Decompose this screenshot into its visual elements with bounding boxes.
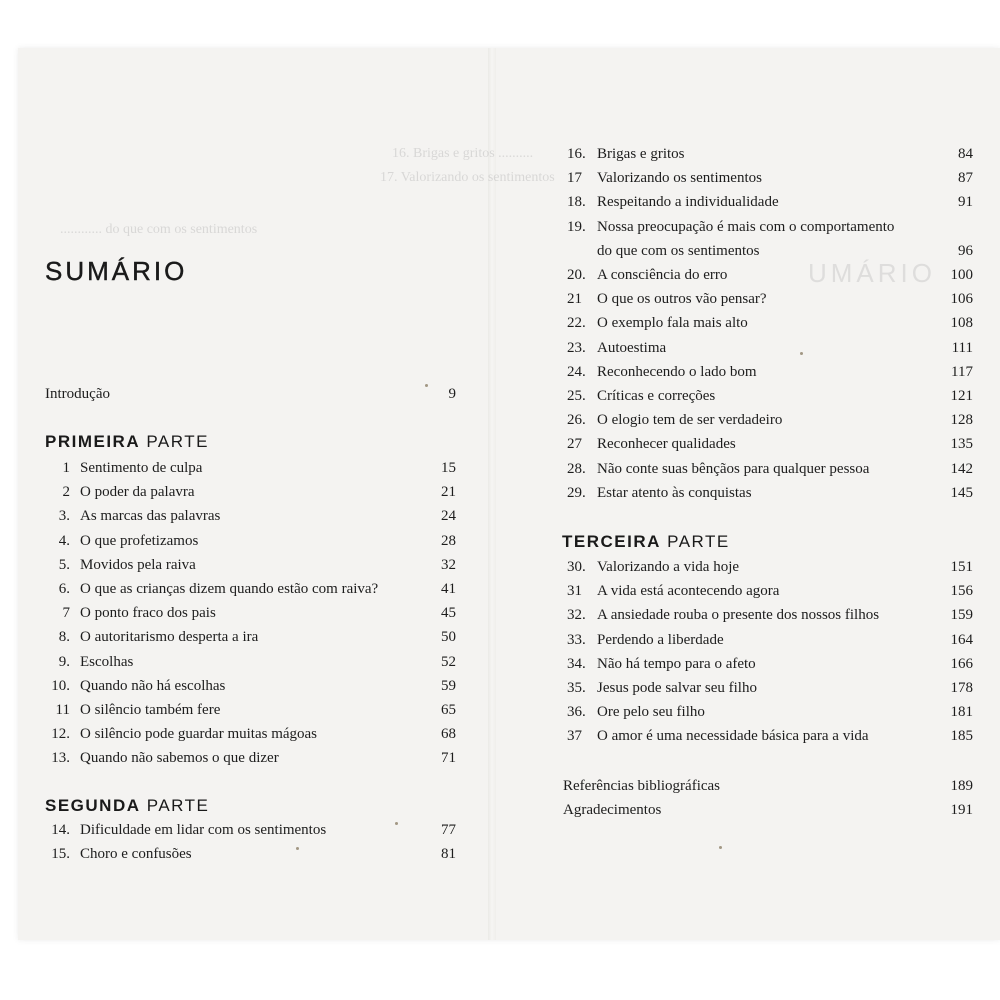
toc-label: As marcas das palavras <box>80 508 221 525</box>
toc-number: 8. <box>58 629 70 646</box>
toc-page-number: 71 <box>441 750 456 767</box>
show-through-text: ............ do que com os sentimentos <box>60 222 258 237</box>
toc-row <box>46 483 456 503</box>
toc-number: 30. <box>567 559 586 575</box>
toc-label: Movidos pela raiva <box>80 556 196 573</box>
toc-number: 36. <box>567 704 586 721</box>
toc-page-number: 15 <box>441 460 456 476</box>
toc-row <box>567 145 973 165</box>
toc-label: do que com os sentimentos <box>597 242 760 259</box>
toc-row <box>567 460 973 480</box>
toc-row <box>46 580 456 600</box>
toc-label: A ansiedade rouba o presente dos nossos filhos <box>597 607 880 624</box>
toc-page-number: 151 <box>950 559 973 575</box>
toc-label: A consciência do erro <box>597 267 728 283</box>
toc-label: Sentimento de culpa <box>80 460 203 476</box>
part-three-bold: TERCEIRA <box>562 532 661 551</box>
toc-number: 15. <box>51 846 70 862</box>
toc-label: Valorizando a vida hoje <box>597 559 740 575</box>
toc-label: Perdendo a liberdade <box>597 631 724 648</box>
show-through-text: 16. Brigas e gritos .......... <box>392 146 534 161</box>
toc-number: 14. <box>51 822 70 838</box>
toc-label: Escolhas <box>80 653 134 670</box>
toc-page-number: 117 <box>951 363 973 380</box>
toc-number: 35. <box>567 680 586 696</box>
toc-row <box>46 677 456 697</box>
toc-page-number: 28 <box>441 532 456 549</box>
toc-page-number: 91 <box>958 194 973 211</box>
part-two-bold: SEGUNDA <box>45 796 141 815</box>
toc-label: Brigas e gritos <box>597 146 685 162</box>
toc-row <box>46 653 456 673</box>
toc-row <box>46 556 456 576</box>
toc-page-number: 84 <box>958 146 973 162</box>
toc-number: 20. <box>567 267 586 283</box>
toc-page-number: 96 <box>958 242 973 259</box>
toc-number: 10. <box>51 677 70 694</box>
toc-number: 12. <box>51 726 70 743</box>
toc-label: Referências bibliográficas <box>563 778 721 794</box>
paper-speck <box>395 822 398 825</box>
toc-row <box>567 363 973 383</box>
toc-label: Críticas e correções <box>597 388 716 404</box>
toc-page-number: 87 <box>958 170 973 187</box>
toc-row <box>567 242 973 262</box>
toc-number: 11 <box>55 702 70 718</box>
toc-page-number: 121 <box>950 388 973 404</box>
toc-number: 17 <box>567 170 582 187</box>
toc-row <box>567 435 973 455</box>
toc-label: O amor é uma necessidade básica para a vida <box>597 728 869 745</box>
toc-number: 26. <box>567 412 586 429</box>
toc-row <box>567 703 973 723</box>
toc-label: Reconhecer qualidades <box>597 436 736 453</box>
toc-number: 24. <box>567 363 586 380</box>
toc-page-number: 178 <box>950 680 973 696</box>
toc-row <box>563 777 973 797</box>
toc-page-number: 68 <box>441 726 456 743</box>
toc-label: O autoritarismo desperta a ira <box>80 629 259 646</box>
part-two-heading <box>45 796 209 816</box>
toc-label: O que as crianças dizem quando estão com raiva? <box>80 581 379 597</box>
toc-page-number: 189 <box>950 778 973 794</box>
toc-page-number: 81 <box>441 846 456 862</box>
toc-page-number: 77 <box>441 822 456 838</box>
toc-number: 1 <box>62 460 70 476</box>
toc-row <box>46 701 456 721</box>
toc-label: Autoestima <box>597 339 667 356</box>
show-through-title: UMÁRIO <box>808 258 936 288</box>
toc-row <box>563 801 973 821</box>
toc-page-number: 128 <box>950 412 973 429</box>
paper-speck <box>800 352 803 355</box>
toc-number: 16. <box>567 146 586 162</box>
toc-number: 32. <box>567 607 586 624</box>
toc-row <box>567 582 973 602</box>
toc-row <box>46 845 456 865</box>
intro-label: Introdução <box>45 386 110 402</box>
toc-number: 2 <box>62 484 70 501</box>
toc-row <box>567 193 973 213</box>
toc-page-number: 32 <box>441 556 456 573</box>
toc-number: 19. <box>567 218 586 235</box>
toc-page-number: 185 <box>950 728 973 745</box>
toc-label: O exemplo fala mais alto <box>597 315 748 332</box>
toc-number: 31 <box>567 583 582 600</box>
toc-row <box>567 484 973 504</box>
toc-number: 7 <box>62 605 70 622</box>
toc-page-number: 159 <box>950 607 973 624</box>
toc-row <box>46 749 456 769</box>
toc-number: 28. <box>567 460 586 477</box>
toc-page-number: 145 <box>950 484 973 501</box>
toc-page-number: 106 <box>950 291 973 308</box>
toc-number: 33. <box>567 631 586 648</box>
toc-label: Respeitando a individualidade <box>597 194 779 211</box>
toc-number: 6. <box>58 581 70 597</box>
toc-page-number: 191 <box>950 802 973 818</box>
toc-number: 5. <box>58 556 70 573</box>
toc-page-number: 166 <box>950 655 973 672</box>
part-three-rest: PARTE <box>667 532 730 551</box>
toc-page-number: 41 <box>441 581 456 597</box>
toc-row <box>46 604 456 624</box>
part-one-heading <box>45 432 209 452</box>
toc-label: Valorizando os sentimentos <box>597 170 762 187</box>
toc-label: Quando não há escolhas <box>80 677 226 694</box>
toc-page-number: 111 <box>951 339 973 356</box>
toc-row <box>567 631 973 651</box>
toc-number: 25. <box>567 388 586 404</box>
toc-page-number: 164 <box>950 631 973 648</box>
toc-page-number: 24 <box>441 508 456 525</box>
toc-page-number: 181 <box>950 704 973 721</box>
part-two-rest: PARTE <box>146 796 210 815</box>
paper-speck <box>425 384 428 387</box>
toc-number: 23. <box>567 339 586 356</box>
toc-page-number: 50 <box>441 629 456 646</box>
part-one-rest: PARTE <box>146 432 209 451</box>
toc-label: Estar atento às conquistas <box>597 484 752 501</box>
paper-speck <box>296 847 299 850</box>
toc-label: O que profetizamos <box>80 532 199 549</box>
toc-row <box>567 314 973 334</box>
toc-label: O silêncio pode guardar muitas mágoas <box>80 726 318 743</box>
toc-label: O elogio tem de ser verdadeiro <box>597 412 783 429</box>
toc-label: O poder da palavra <box>80 484 195 501</box>
toc-number: 27 <box>567 436 582 453</box>
toc-row <box>567 655 973 675</box>
toc-row <box>567 679 973 699</box>
toc-page-number: 45 <box>441 605 456 622</box>
toc-page-number: 65 <box>441 702 456 718</box>
toc-label: Quando não sabemos o que dizer <box>80 750 279 767</box>
part-one-bold: PRIMEIRA <box>45 432 141 451</box>
toc-page-number: 59 <box>441 677 456 694</box>
toc-row <box>567 339 973 359</box>
show-through-text: 17. Valorizando os sentimentos <box>380 170 555 185</box>
toc-label: Não há tempo para o afeto <box>597 655 756 672</box>
toc-number: 4. <box>58 532 70 549</box>
toc-row <box>567 218 973 238</box>
toc-row <box>46 725 456 745</box>
toc-number: 18. <box>567 194 586 211</box>
paper-speck <box>719 846 722 849</box>
toc-number: 21 <box>567 291 582 308</box>
toc-label: O silêncio também fere <box>80 702 221 718</box>
toc-row <box>567 290 973 310</box>
toc-row <box>567 411 973 431</box>
toc-page-number: 108 <box>950 315 973 332</box>
toc-label: Choro e confusões <box>80 846 192 862</box>
toc-number: 37 <box>567 728 582 745</box>
toc-number: 29. <box>567 484 586 501</box>
toc-label: Ore pelo seu filho <box>597 704 705 721</box>
toc-row <box>567 266 973 286</box>
toc-label: Dificuldade em lidar com os sentimentos <box>80 822 327 838</box>
toc-page-number: 100 <box>950 267 973 283</box>
toc-row <box>46 507 456 527</box>
toc-label: Agradecimentos <box>563 802 662 818</box>
toc-row <box>567 727 973 747</box>
toc-page-number: 142 <box>950 460 973 477</box>
toc-page-number: 52 <box>441 653 456 670</box>
toc-number: 9. <box>58 653 70 670</box>
toc-label: O ponto fraco dos pais <box>80 605 216 622</box>
toc-label: Reconhecendo o lado bom <box>597 363 757 380</box>
intro-page: 9 <box>448 386 456 402</box>
toc-number: 34. <box>567 655 586 672</box>
toc-row <box>567 169 973 189</box>
toc-number: 13. <box>51 750 70 767</box>
toc-page-number: 21 <box>441 484 456 501</box>
toc-page-number: 135 <box>950 436 973 453</box>
toc-row <box>46 459 456 479</box>
toc-number: 22. <box>567 315 586 332</box>
toc-row <box>567 387 973 407</box>
toc-row <box>46 532 456 552</box>
toc-label: Nossa preocupação é mais com o comportamento <box>597 218 895 235</box>
toc-page-number: 156 <box>950 583 973 600</box>
toc-label: Jesus pode salvar seu filho <box>597 680 757 696</box>
page-title: SUMÁRIO <box>45 256 188 286</box>
toc-row <box>46 628 456 648</box>
toc-number: 3. <box>58 508 70 525</box>
toc-label: Não conte suas bênçãos para qualquer pessoa <box>597 460 870 477</box>
toc-label: O que os outros vão pensar? <box>597 291 767 308</box>
toc-row <box>567 558 973 578</box>
part-three-heading <box>562 532 730 552</box>
toc-row <box>567 606 973 626</box>
toc-label: A vida está acontecendo agora <box>597 583 780 600</box>
